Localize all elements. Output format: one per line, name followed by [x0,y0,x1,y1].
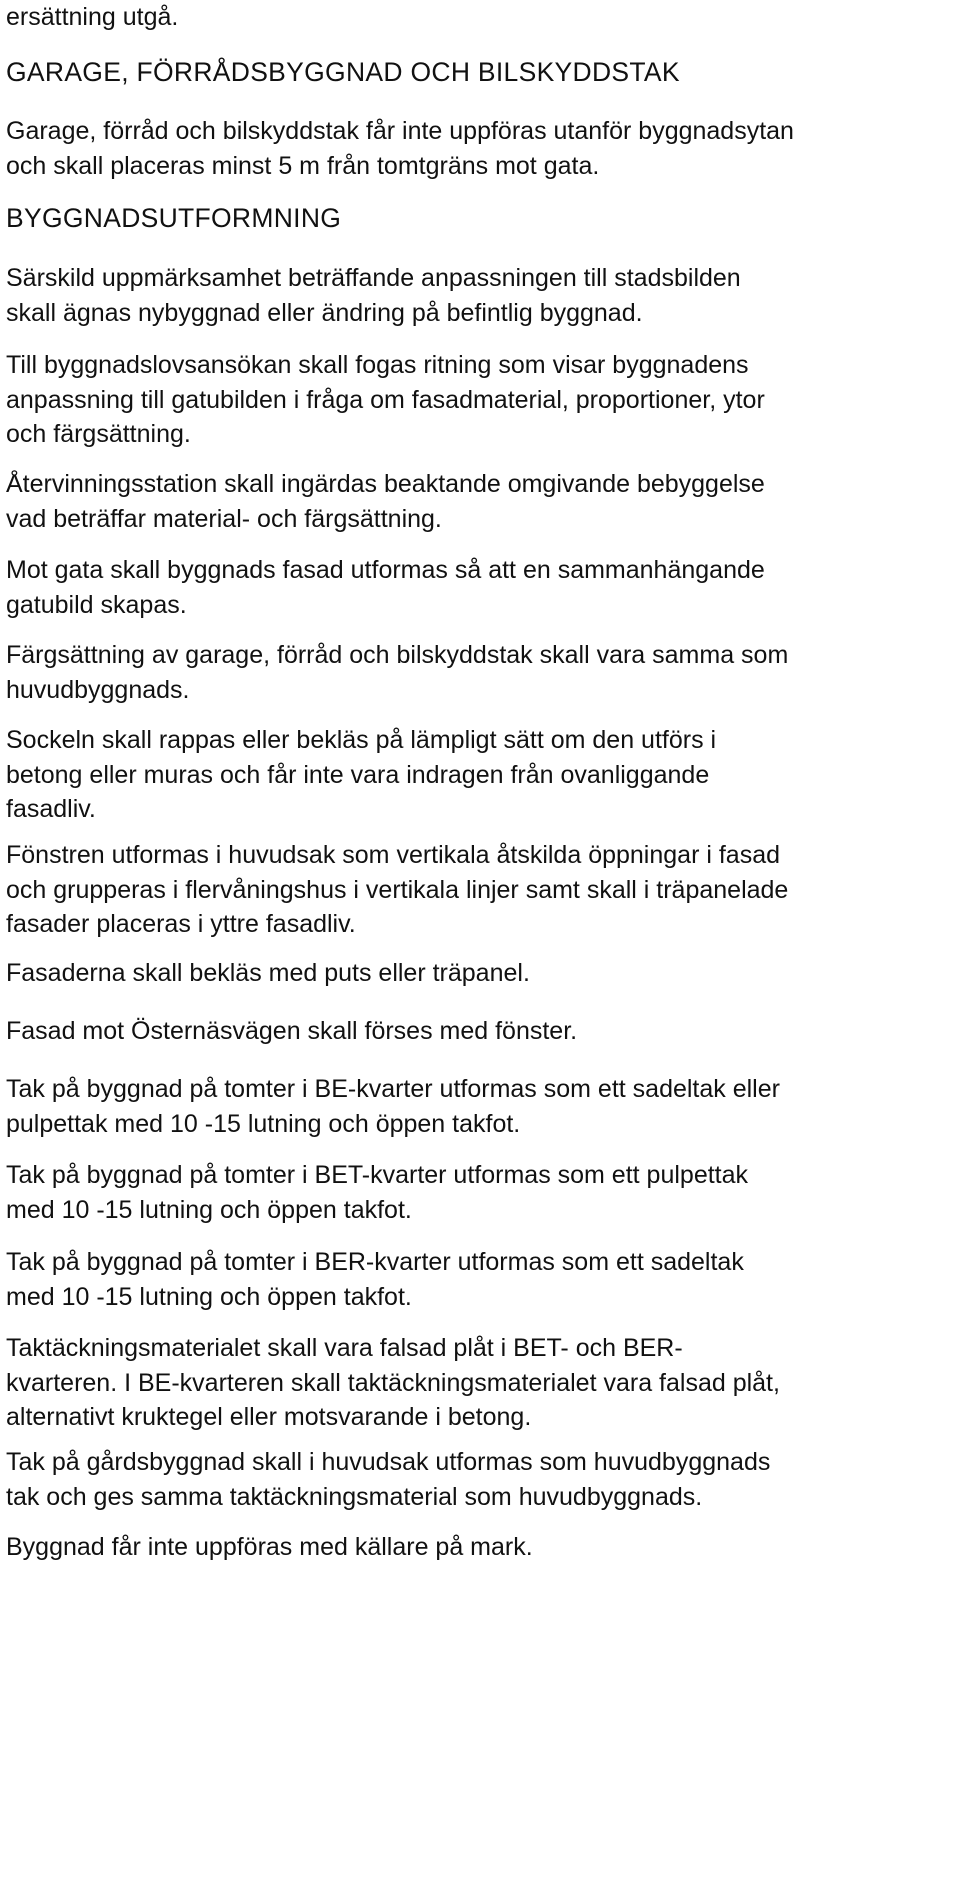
paragraph-intro-fragment [6,0,956,35]
text-line: Garage, förråd och bilskyddstak får inte uppföras utanför byggnadsytan [6,117,794,145]
heading-garage [6,55,956,90]
text-line: och skall placeras minst 5 m från tomtgräns mot gata. [6,151,600,180]
paragraph-kallare [6,1530,956,1565]
paragraph-atervinning [6,467,956,536]
text-line: Mot gata skall byggnads fasad utformas så att en sammanhängande [6,556,765,584]
text-line: med 10 -15 lutning och öppen takfot. [6,1282,412,1311]
text-line: skall ägnas nybyggnad eller ändring på befintlig byggnad. [6,298,643,327]
paragraph-garage-placement [6,114,956,183]
paragraph-tak-be [6,1072,956,1141]
paragraph-fasadmaterial [6,956,956,991]
text-line: med 10 -15 lutning och öppen takfot. [6,1195,412,1224]
paragraph-bygglov [6,348,956,452]
text-line: Fasaderna skall bekläs med puts eller träpanel. [6,959,530,987]
paragraph-taktackning [6,1331,956,1435]
text-line: Särskild uppmärksamhet beträffande anpassningen till stadsbilden [6,264,741,292]
paragraph-osternasvagen [6,1014,956,1049]
text-line: fasadliv. [6,795,96,823]
text-line: Byggnad får inte uppföras med källare på mark. [6,1533,533,1561]
heading-line: GARAGE, FÖRRÅDSBYGGNAD OCH BILSKYDDSTAK [6,57,680,87]
text-line: vad beträffar material- och färgsättning. [6,504,442,533]
heading-line: BYGGNADSUTFORMNING [6,203,342,233]
text-line: kvarteren. I BE-kvarteren skall taktäckningsmaterialet vara falsad plåt, [6,1368,780,1397]
paragraph-tak-ber [6,1245,956,1314]
text-line: Till byggnadslovsansökan skall fogas ritning som visar byggnadens [6,351,749,379]
text-line: Färgsättning av garage, förråd och bilskyddstak skall vara samma som [6,641,789,669]
text-line: pulpettak med 10 -15 lutning och öppen takfot. [6,1109,521,1138]
text-line: Tak på byggnad på tomter i BE-kvarter utformas som ett sadeltak eller [6,1075,780,1103]
text-line: och grupperas i flervåningshus i vertikala linjer samt skall i träpanelade [6,875,789,904]
text-line: Fönstren utformas i huvudsak som vertikala åtskilda öppningar i fasad [6,841,780,869]
text-line: gatubild skapas. [6,590,187,619]
paragraph-sockel [6,723,956,827]
paragraph-fonster [6,838,956,942]
text-line: alternativt kruktegel eller motsvarande i betong. [6,1403,532,1431]
text-line: fasader placeras i yttre fasadliv. [6,910,356,938]
text-line: ersättning utgå. [6,3,179,31]
text-line: och färgsättning. [6,420,191,448]
paragraph-gardsbyggnad [6,1445,956,1514]
text-line: betong eller muras och får inte vara indragen från ovanliggande [6,760,710,789]
text-line: Sockeln skall rappas eller bekläs på lämpligt sätt om den utförs i [6,726,717,754]
heading-byggnadsutformning [6,201,956,236]
text-line: Tak på byggnad på tomter i BET-kvarter utformas som ett pulpettak [6,1161,749,1189]
text-line: Tak på byggnad på tomter i BER-kvarter utformas som ett sadeltak [6,1248,744,1276]
text-line: Tak på gårdsbyggnad skall i huvudsak utformas som huvudbyggnads [6,1448,771,1476]
text-line: Taktäckningsmaterialet skall vara falsad plåt i BET- och BER- [6,1334,683,1362]
paragraph-fargsattning [6,638,956,707]
paragraph-stadsbild [6,261,956,330]
paragraph-gatubild [6,553,956,622]
paragraph-tak-bet [6,1158,956,1227]
text-line: huvudbyggnads. [6,675,190,704]
text-line: Återvinningsstation skall ingärdas beaktande omgivande bebyggelse [6,470,765,498]
text-line: tak och ges samma taktäckningsmaterial som huvudbyggnads. [6,1482,703,1511]
text-line: Fasad mot Östernäsvägen skall förses med fönster. [6,1017,578,1045]
text-line: anpassning till gatubilden i fråga om fasadmaterial, proportioner, ytor [6,385,765,414]
